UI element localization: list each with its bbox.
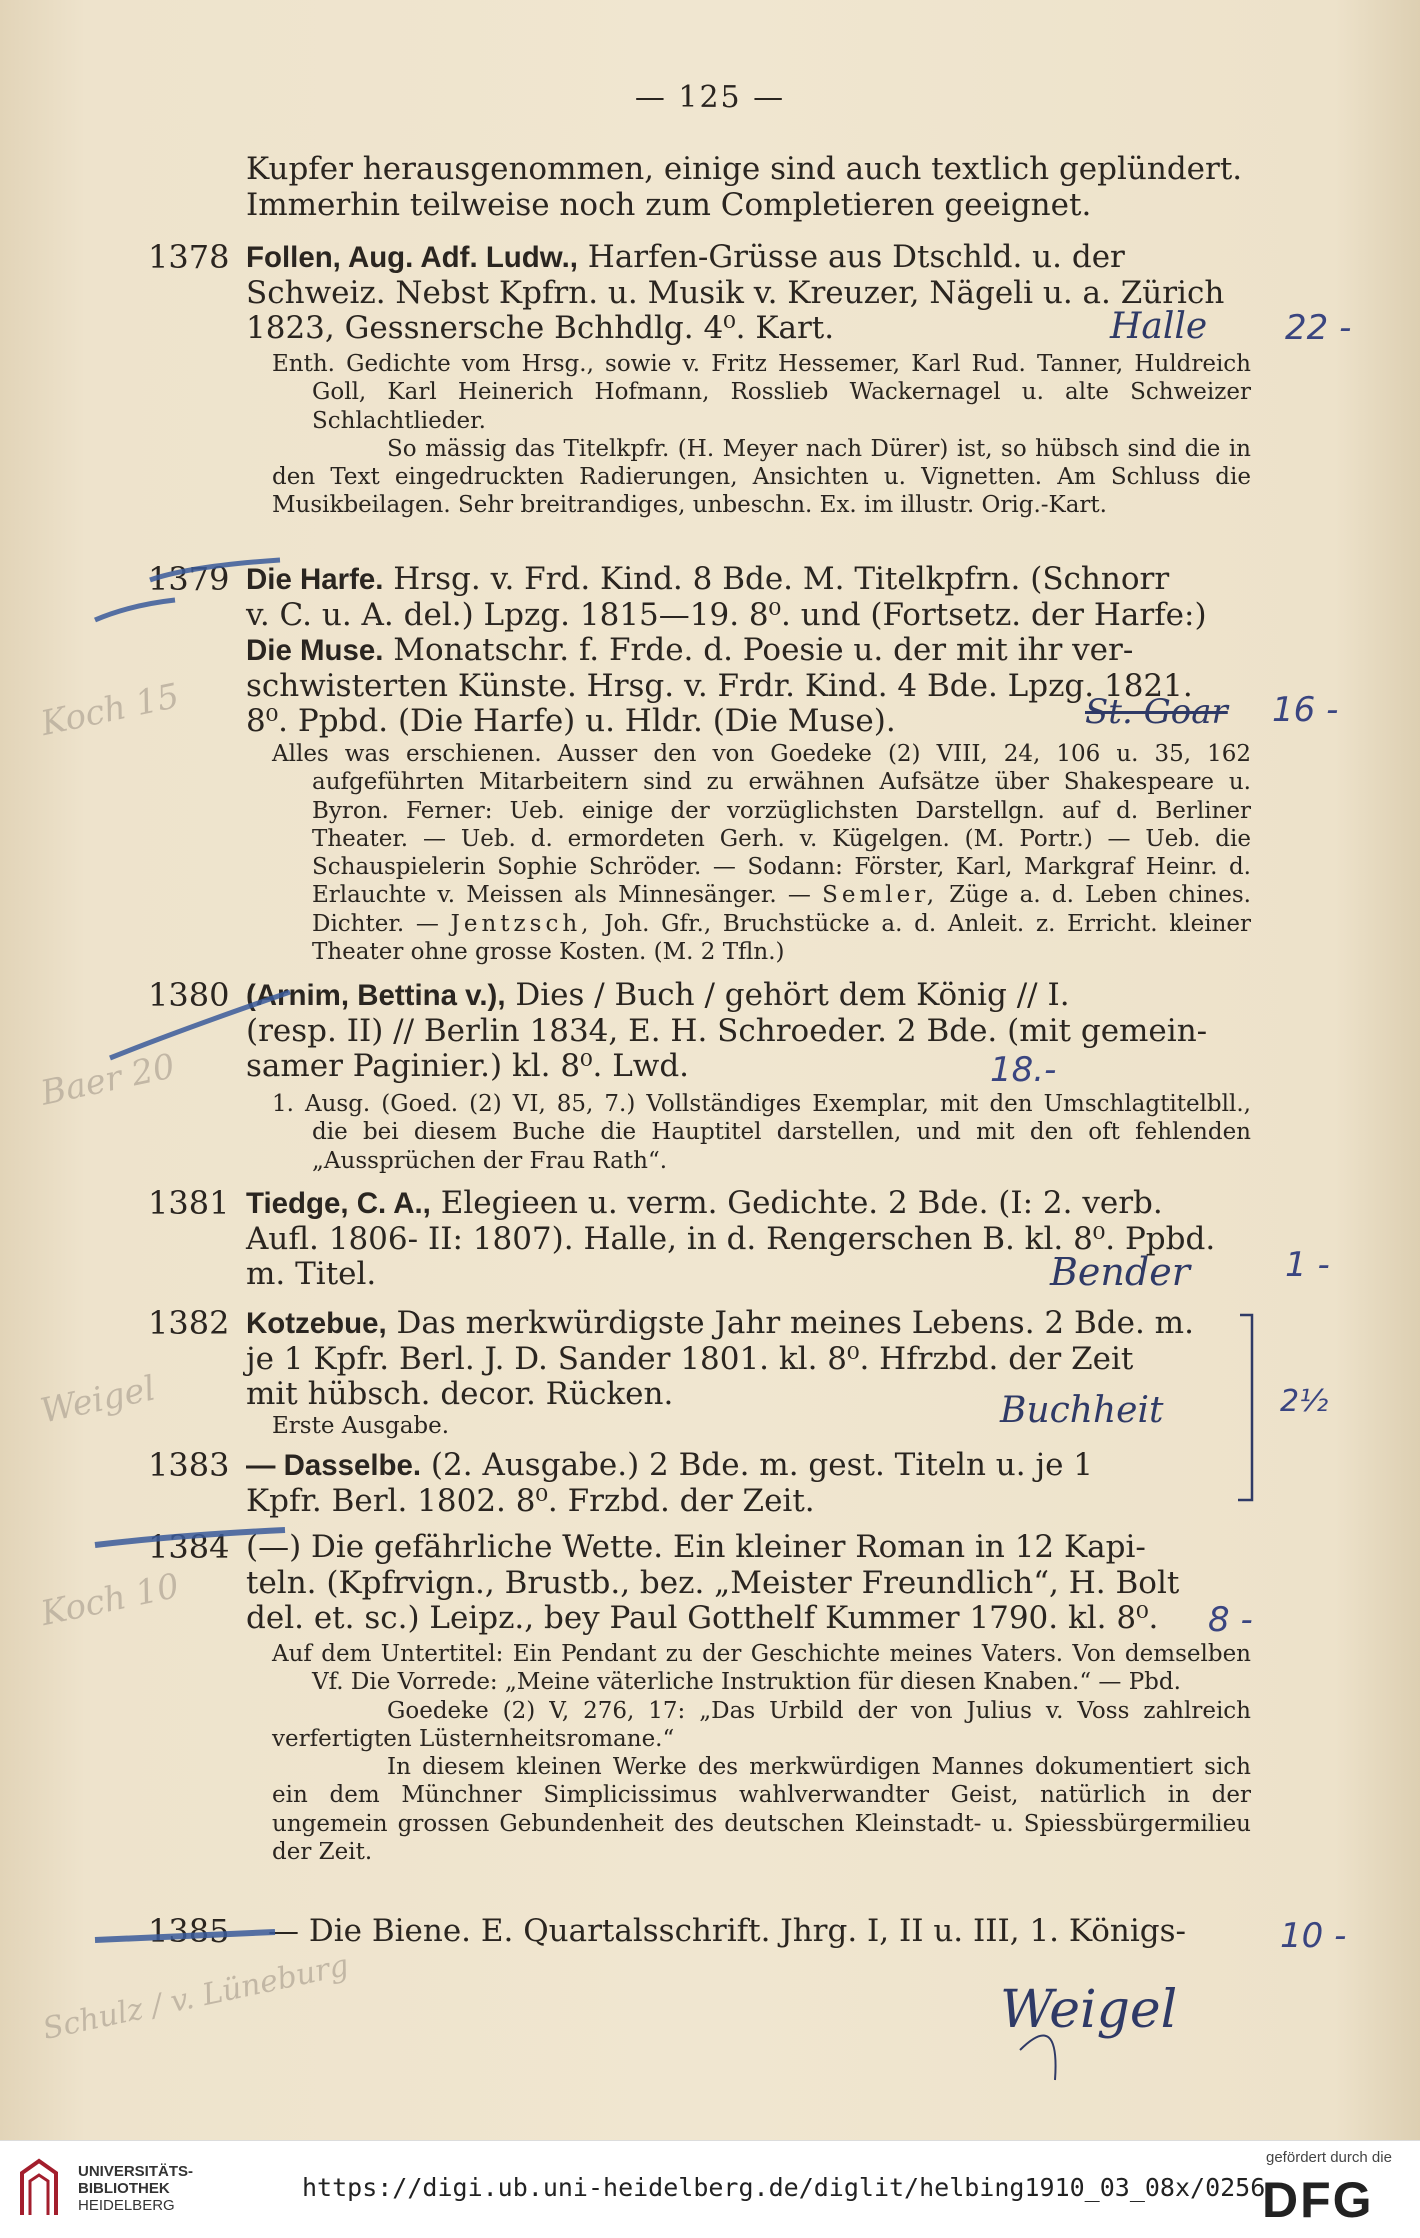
library-name-line: HEIDELBERG — [78, 2197, 175, 2214]
note-paragraph: Enth. Gedichte vom Hrsg., sowie v. Fritz Hessemer, Karl Rud. Tanner, Huldreich Goll, Karl Heinerich Hofmann, Rosslieb Wackernagel u. alte Schweizer Schlachtlieder. — [272, 351, 1251, 434]
lot-text: (—) Die gefährliche Wette. Ein kleiner Roman in 12 Kapi- — [246, 1529, 1146, 1565]
blue-strike-mark — [95, 1932, 275, 1940]
lot-text: schwisterten Künste. Hrsg. v. Frdr. Kind. 4 Bde. Lpzg. 1821. — [246, 667, 1193, 704]
blue-strike-mark — [95, 600, 175, 620]
signature-flourish — [1020, 2035, 1056, 2080]
lot-number: 1381 — [148, 1184, 230, 1222]
handwritten-price: 10 - — [1280, 1916, 1347, 1956]
note-paragraph: Auf dem Untertitel: Ein Pendant zu der Geschichte meines Vaters. Von demselben Vf. Die Vorrede: „Meine väterliche Instruktion für diesen Knaben.“ — Pbd. — [272, 1641, 1251, 1696]
library-name-line: BIBLIOTHEK — [78, 2180, 170, 2197]
handwritten-buyer: Weigel — [1000, 1980, 1178, 2040]
lot-author: (Arnim, Bettina v.), — [246, 979, 506, 1012]
note-paragraph: So mässig das Titelkpfr. (H. Meyer nach Dürer) ist, so hübsch sind die in den Text eingedruckten Radierungen, Ansichten u. Vignetten. Am Schluss die Musikbeilagen. Sehr breitrandiges, unbeschn. Ex. im illustr. Orig.-Kart. — [272, 435, 1251, 519]
handwritten-buyer: Buchheit — [1000, 1390, 1164, 1431]
blue-strike-mark — [95, 1530, 285, 1545]
note-spaced-name: Jentzsch, — [450, 910, 593, 937]
note-paragraph: 1. Ausg. (Goed. (2) VI, 85, 7.) Vollständiges Exemplar, mit den Umschlagtitelbll., die bei diesem Buche die Hauptitel darstellen, und mit den oft fehlenden „Aussprüchen der Frau Rath“. — [272, 1091, 1251, 1174]
handwritten-price: 18.- — [990, 1050, 1057, 1090]
lot-text: samer Paginier.) kl. 8⁰. Lwd. — [246, 1048, 690, 1085]
lot-author: Follen, Aug. Adf. Ludw., — [246, 241, 578, 274]
note-spaced-name: Semler, — [822, 882, 939, 909]
blue-strike-mark — [110, 992, 290, 1058]
bracket-mark — [1238, 1315, 1252, 1500]
lot-text: 1823, Gessnersche Bchhdlg. 4⁰. Kart. — [246, 310, 835, 347]
lot-text: je 1 Kpfr. Berl. J. D. Sander 1801. kl. 8⁰. Hfrzbd. der Zeit — [246, 1340, 1134, 1377]
lot-text: mit hübsch. decor. Rücken. — [246, 1376, 674, 1413]
lot-text: del. et. sc.) Leipz., bey Paul Gotthelf Kummer 1790. kl. 8⁰. — [246, 1600, 1159, 1637]
source-url-link[interactable]: https://digi.ub.uni-heidelberg.de/diglit/helbing1910_03_08x/0256 — [302, 2173, 1266, 2202]
lot-text: Das merkwürdigste Jahr meines Lebens. 2 Bde. m. — [386, 1305, 1194, 1341]
lot-number: 1383 — [148, 1446, 230, 1484]
lot-text: Aufl. 1806- II: 1807). Halle, in d. Rengerschen B. kl. 8⁰. Ppbd. — [246, 1220, 1216, 1257]
pencil-note: Koch 10 — [37, 1565, 183, 1635]
lot-text: Dies / Buch / gehört dem König // I. — [505, 977, 1070, 1013]
lot-text: teln. (Kpfrvign., Brustb., bez. „Meister Freundlich“, H. Bolt — [246, 1564, 1180, 1601]
handwritten-price: 22 - — [1285, 308, 1352, 348]
lot-author: — Dasselbe. — [246, 1449, 422, 1482]
lot-text: (2. Ausgabe.) 2 Bde. m. gest. Titeln u. je 1 — [421, 1447, 1093, 1483]
note-text: Alles was erschienen. Ausser den von Goedeke (2) VIII, 24, 106 u. 35, 162 aufgeführten Mitarbeitern sind zu erwähnen Aufsätze über Shakespeare u. Byron. Ferner: Ueb. einige der vorzüglichsten Darstellgn. auf d. Berliner Theater. — Ueb. d. ermordeten Gerh. v. Kügelgen. (M. Portr.) — Ueb. die Schauspielerin Sophie Schröder. — Sodann: Förster, Karl, Markgraf Heinr. d. Erlauchte v. Meissen als Minnesänger. — — [272, 741, 1251, 909]
handwritten-price: 2½ — [1280, 1384, 1329, 1419]
continuation-line: Kupfer herausgenommen, einige sind auch textlich geplündert. — [246, 151, 1243, 187]
university-library-logo — [14, 2153, 64, 2223]
note-text: Joh. Gfr., Bruchstücke a. d. Anleit. z. Erricht. kleiner Theater ohne grosse Kosten. (M. 2 Tfln.) — [312, 910, 1251, 966]
lot-number: 1385 — [148, 1912, 230, 1950]
lot-title: Die Harfe. — [246, 563, 384, 596]
lot-text: Monatschr. f. Frde. d. Poesie u. der mit ihr ver- — [383, 632, 1134, 669]
page-number: — 125 — — [634, 80, 786, 115]
library-name — [78, 2163, 193, 2214]
lot-number: 1379 — [148, 560, 230, 598]
lot-author: Kotzebue, — [246, 1307, 387, 1340]
lot-text: Harfen-Grüsse aus Dtschld. u. der — [577, 239, 1125, 275]
blue-strike-mark — [150, 560, 280, 580]
lot-number: 1382 — [148, 1304, 230, 1342]
handwritten-price: 16 - — [1272, 690, 1339, 730]
lot-text: Elegieen u. verm. Gedichte. 2 Bde. (I: 2. verb. — [430, 1185, 1163, 1221]
note-paragraph: Erste Ausgabe. — [272, 1413, 450, 1439]
lot-text: v. C. u. A. del.) Lpzg. 1815—19. 8⁰. und (Fortsetz. der Harfe:) — [246, 596, 1207, 633]
funding-note: gefördert durch die — [1266, 2149, 1392, 2166]
lot-text: (resp. II) // Berlin 1834, E. H. Schroeder. 2 Bde. (mit gemein- — [246, 1012, 1208, 1049]
handwritten-price: 1 - — [1285, 1245, 1330, 1285]
lot-text: Schweiz. Nebst Kpfrn. u. Musik v. Kreuzer, Nägeli u. a. Zürich — [246, 274, 1225, 311]
lot-title: Die Muse. — [246, 634, 384, 668]
footer-bar — [0, 2140, 1420, 2238]
lot-text: Kpfr. Berl. 1802. 8⁰. Frzbd. der Zeit. — [246, 1482, 815, 1519]
lot-number: 1384 — [148, 1528, 230, 1566]
library-name-line: UNIVERSITÄTS- — [78, 2163, 194, 2180]
pencil-note: Baer 20 — [37, 1046, 179, 1114]
handwritten-buyer: Halle — [1110, 306, 1208, 347]
handwritten-buyer: St. Goar — [1085, 692, 1228, 732]
pencil-note: Weigel — [37, 1368, 159, 1432]
lot-number: 1380 — [148, 976, 230, 1014]
pencil-note: Schulz / v. Lüneburg — [39, 1948, 352, 2047]
lot-text: — Die Biene. E. Quartalsschrift. Jhrg. I, II u. III, 1. Königs- — [268, 1913, 1186, 1949]
handwritten-buyer: Bender — [1050, 1250, 1190, 1294]
lot-number: 1378 — [148, 238, 230, 276]
lot-author: Tiedge, C. A., — [246, 1187, 431, 1220]
lot-text: m. Titel. — [246, 1256, 377, 1293]
lot-text: Hrsg. v. Frd. Kind. 8 Bde. M. Titelkpfrn. (Schnorr — [383, 561, 1170, 597]
note-paragraph: Goedeke (2) V, 276, 17: „Das Urbild der von Julius v. Voss zahlreich verfertigten Lüsternheitsromane.“ — [272, 1697, 1251, 1752]
dfg-logo: DFG — [1262, 2172, 1374, 2228]
handwritten-price: 8 - — [1208, 1600, 1253, 1640]
pencil-note: Koch 15 — [37, 675, 183, 745]
note-paragraph: In diesem kleinen Werke des merkwürdigen Mannes dokumentiert sich ein dem Münchner Simplicissimus wahlverwandter Geist, natürlich in der ungemein grossen Gebundenheit des deutschen Kleinstadt- u. Spiessbürgermilieu der Zeit. — [272, 1754, 1251, 1866]
lot-text: 8⁰. Ppbd. (Die Harfe) u. Hldr. (Die Muse). — [246, 703, 896, 740]
continuation-line: Immerhin teilweise noch zum Completieren geeignet. — [246, 186, 1092, 223]
note-text: Züge a. d. Leben chines. Dichter. — — [312, 882, 1251, 937]
